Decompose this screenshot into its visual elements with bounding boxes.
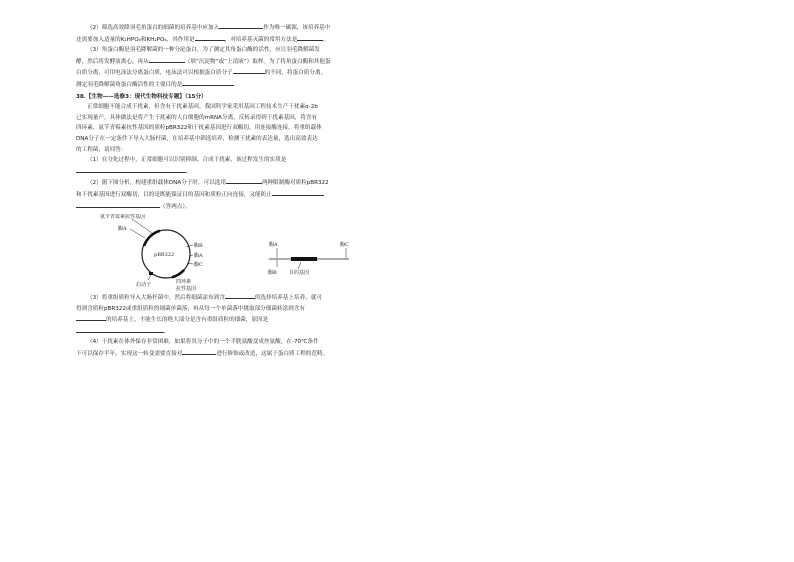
- question-3-line-4: 测定羽毛降解菌角蛋白酶活性的主要目的是: [76, 79, 400, 91]
- answer-blank[interactable]: [225, 292, 255, 299]
- tet-label-1: 四环素: [176, 279, 192, 286]
- plasmid-figure: [76, 214, 400, 292]
- answer-blank[interactable]: [76, 201, 160, 208]
- section-title: 38.【生物——选修3：现代生物科技专题】（15分）: [76, 93, 207, 100]
- sub-question-1-line-2: 。: [76, 166, 400, 178]
- question-3-line-3: 白质分离，可用电泳法分离蛋白质，电泳法可以根据蛋白质分子 的不同，将蛋白质分离。: [76, 67, 400, 79]
- question-2-line-2: 还需要加入适量的K₂HPO₄和KH₂PO₄，其作用是 ，对培养基灭菌的常用方法是 。: [76, 34, 400, 46]
- enzyme-a-left-pointer: [130, 229, 145, 238]
- intro-line-3: 四环素、氨苄青霉素抗性基因的质粒pBR322和干扰素基因进行双酶切，用连接酶连接，将重组载体: [76, 125, 322, 132]
- answer-blank[interactable]: [76, 166, 186, 173]
- enzyme-b-label: 酶B: [194, 243, 203, 250]
- intro-line-1: 正常细胞不能合成干扰素，但含有干扰素基因。我国科学家采用基因工程技术生产干扰素α-2b: [87, 104, 318, 111]
- answer-blank[interactable]: [226, 177, 262, 184]
- tet-label-2: 抗性基因: [176, 286, 197, 293]
- promoter-mark: [149, 272, 153, 275]
- enzyme-a-left-label: 酶A: [118, 226, 127, 233]
- enzyme-a-right-label: 酶A: [194, 253, 203, 260]
- answer-blank[interactable]: [149, 56, 185, 63]
- amp-pointer: [132, 219, 152, 233]
- plasmid-label: pBR322: [154, 252, 175, 259]
- answer-blank[interactable]: [182, 348, 216, 355]
- promoter-label: 启动子: [136, 282, 152, 289]
- target-gene-block: [291, 257, 317, 261]
- sub-question-2-line-2: 和干扰素基因进行双酶切，目的是既能保证目的基因和质粒正向连接，又能防止: [76, 189, 400, 201]
- promoter-pointer: [148, 275, 151, 280]
- amp-label: 氨苄青霉素抗性基因: [100, 214, 146, 221]
- question-3-line-2: 酵，然后将发酵液离心，再从 （填“沉淀物”或“上清液”）取样。为了将角蛋白酶和其他蛋: [76, 56, 400, 68]
- sub-question-3-line-4: 。: [76, 326, 400, 338]
- sub-question-3-line-2: 得到含质粒pBR322或重组质粒的细菌单菌落；再从每一个单菌落中挑取部分细菌转涂到含有: [76, 305, 305, 312]
- enzyme-c-label: 酶C: [194, 262, 203, 269]
- sub-question-4-line-2: 下可以保存半年。实现这一转变需要直接对 进行修饰或改造，这属于蛋白质工程的范畴。: [76, 348, 400, 360]
- answer-blank[interactable]: [195, 34, 225, 41]
- answer-blank[interactable]: [233, 67, 265, 74]
- sub-question-1-line-1: （1）在分化过程中，正常细胞可以识别抑制、合成干扰素，该过程发生的实质是: [87, 157, 287, 164]
- sub-question-4-line-1: （4）干扰素在体外保存非常困难，如果将其分子中的一个半胱氨酸变成丝氨酸，在-70℃条件: [87, 339, 319, 346]
- document-page: [76, 22, 400, 360]
- target-gene-pointer: [298, 262, 301, 269]
- question-2-line-1: （2）筛选高效降羽毛角蛋白的细菌的培养基中应加入 作为唯一碳源，该培养基中: [76, 22, 400, 34]
- question-3-line-1: （3）角蛋白酶是羽毛降解菌的一种分泌蛋白，为了测定其角蛋白酶的活性，应让羽毛降解菌发: [87, 47, 320, 54]
- gene-enzyme-c-label: 酶C: [340, 242, 349, 249]
- sub-question-2-line-1: （2）据下图分析，构建重组载体DNA分子时，可以选用 两种限制酶对质粒pBR322: [76, 177, 400, 189]
- answer-blank[interactable]: [182, 79, 234, 86]
- target-gene-label: 目的基因: [289, 270, 310, 277]
- intro-line-5: 的工程菌，请回答：: [76, 146, 127, 153]
- gene-enzyme-a-label: 酶A: [269, 242, 278, 249]
- amp-resistance-segment: [144, 231, 160, 246]
- answer-blank[interactable]: [219, 22, 263, 29]
- sub-question-3-line-1: （3）将重组质粒导入大肠杆菌中，然后将细菌涂布到含 的选择培养基上培养，就可: [76, 292, 400, 304]
- answer-blank[interactable]: [272, 189, 324, 196]
- figure-svg: [76, 214, 400, 292]
- sub-question-2-line-3: （答两点）。: [76, 201, 400, 213]
- gene-enzyme-b-label: 酶B: [268, 270, 277, 277]
- answer-blank[interactable]: [76, 314, 106, 321]
- sub-question-3-line-3: 的培养基上，不能生长的绝大部分是含有重组质粒的细菌，原因是: [76, 314, 400, 326]
- intro-line-4: DNA分子在一定条件下导入大肠杆菌，在培养基中筛选培养，检测干扰素的表达量，选出高效表达: [76, 135, 318, 142]
- intro-line-2: 已实现量产，具体做法是将产生干扰素的人白细胞的mRNA分离，反转录得到干扰素基因，将含有: [76, 114, 318, 121]
- answer-blank[interactable]: [76, 326, 164, 333]
- tet-resistance-segment: [172, 270, 184, 277]
- enzyme-b-pointer: [186, 245, 193, 247]
- answer-blank[interactable]: [297, 34, 323, 41]
